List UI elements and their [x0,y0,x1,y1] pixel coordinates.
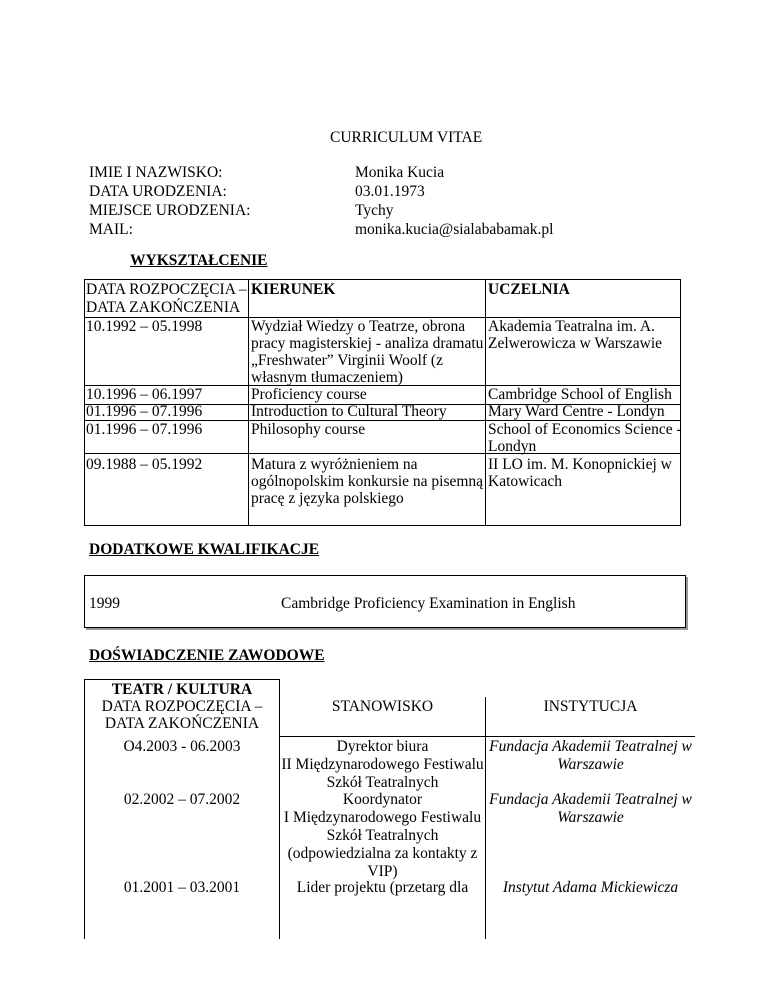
exp-date: 01.2001 – 03.2001 [123,879,241,896]
edu-header-date-start: DATA ROZPOCZĘCIA – [86,281,247,298]
edu-header-date-end: DATA ZAKOŃCZENIA [86,299,241,316]
edu-school: Mary Ward Centre - Londyn [488,403,665,420]
edu-date: 01.1996 – 07.1996 [86,421,203,438]
value-birthplace: Tychy [355,202,394,219]
exp-institution: Warszawie [557,756,624,773]
exp-date: 02.2002 – 07.2002 [123,791,241,808]
edu-date: 10.1992 – 05.1998 [86,318,203,335]
edu-date: 10.1996 – 06.1997 [86,386,203,403]
exp-col1-sub: DATA ROZPOCZĘCIA – [101,698,263,715]
edu-course: pracy magisterskiej - analiza dramatu [251,335,484,352]
exp-institution: Warszawie [557,809,624,826]
edu-course: pracę z języka polskiego [251,490,404,507]
exp-col1-sub: DATA ZAKOŃCZENIA [104,715,260,732]
page-title: CURRICULUM VITAE [330,129,483,146]
label-name: IMIE I NAZWISKO: [89,164,223,181]
edu-school: Akademia Teatralna im. A. [488,318,655,335]
exp-position: II Międzynarodowego Festiwalu [281,756,484,773]
exp-position: (odpowiedzialna za kontakty z [287,845,478,862]
edu-header-school: UCZELNIA [488,281,570,298]
qualifications-heading: DODATKOWE KWALIFIKACJE [89,541,320,558]
exp-col2-title: STANOWISKO [331,698,434,715]
label-mail: MAIL: [89,221,133,238]
edu-header-course: KIERUNEK [251,281,336,298]
edu-course: Matura z wyróżnieniem na [251,456,418,473]
exp-position: I Międzynarodowego Festiwalu [283,809,482,826]
label-birthplace: MIEJSCE URODZENIA: [89,202,251,219]
label-birthdate: DATA URODZENIA: [89,183,227,200]
exp-date: O4.2003 - 06.2003 [123,738,241,755]
exp-institution: Fundacja Akademii Teatralnej w [489,738,692,755]
exp-position: Szkół Teatralnych [326,827,439,844]
exp-institution: Instytut Adama Mickiewicza [502,879,679,896]
exp-position: VIP) [367,863,398,880]
exp-position: Lider projektu (przetarg dla [296,879,469,896]
edu-date: 09.1988 – 05.1992 [86,456,203,473]
value-mail: monika.kucia@sialababamak.pl [355,221,554,238]
exp-position: Dyrektor biura [336,738,429,755]
qualification-text: Cambridge Proficiency Examination in English [281,595,576,612]
education-heading: WYKSZTAŁCENIE [130,252,268,269]
exp-position: Szkół Teatralnych [326,774,439,791]
edu-school: School of Economics Science - [488,421,682,438]
edu-course: Wydział Wiedzy o Teatrze, obrona [251,318,466,335]
exp-institution: Fundacja Akademii Teatralnej w [489,791,692,808]
experience-heading: DOŚWIADCZENIE ZAWODOWE [89,647,325,664]
edu-school: II LO im. M. Konopnickiej w [488,456,672,473]
qualification-year: 1999 [89,595,120,612]
exp-col3-title: INSTYTUCJA [543,698,638,715]
edu-school: Zelwerowicza w Warszawie [488,335,663,352]
value-name: Monika Kucia [355,164,445,181]
edu-school: Katowicach [488,473,563,490]
exp-col1-title: TEATR / KULTURA [111,681,253,698]
edu-school: Cambridge School of English [488,386,672,403]
edu-course: własnym tłumaczeniem) [251,369,403,386]
edu-date: 01.1996 – 07.1996 [86,403,203,420]
edu-course: Introduction to Cultural Theory [251,403,447,420]
edu-course: ogólnopolskim konkursie na pisemną [251,473,484,490]
edu-course: Philosophy course [251,421,366,438]
edu-course: Proficiency course [251,386,367,403]
edu-course: „Freshwater” Virginii Woolf (z [251,352,443,369]
value-birthdate: 03.01.1973 [355,183,425,200]
exp-position: Koordynator [342,791,423,808]
edu-school: Londyn [488,438,537,455]
